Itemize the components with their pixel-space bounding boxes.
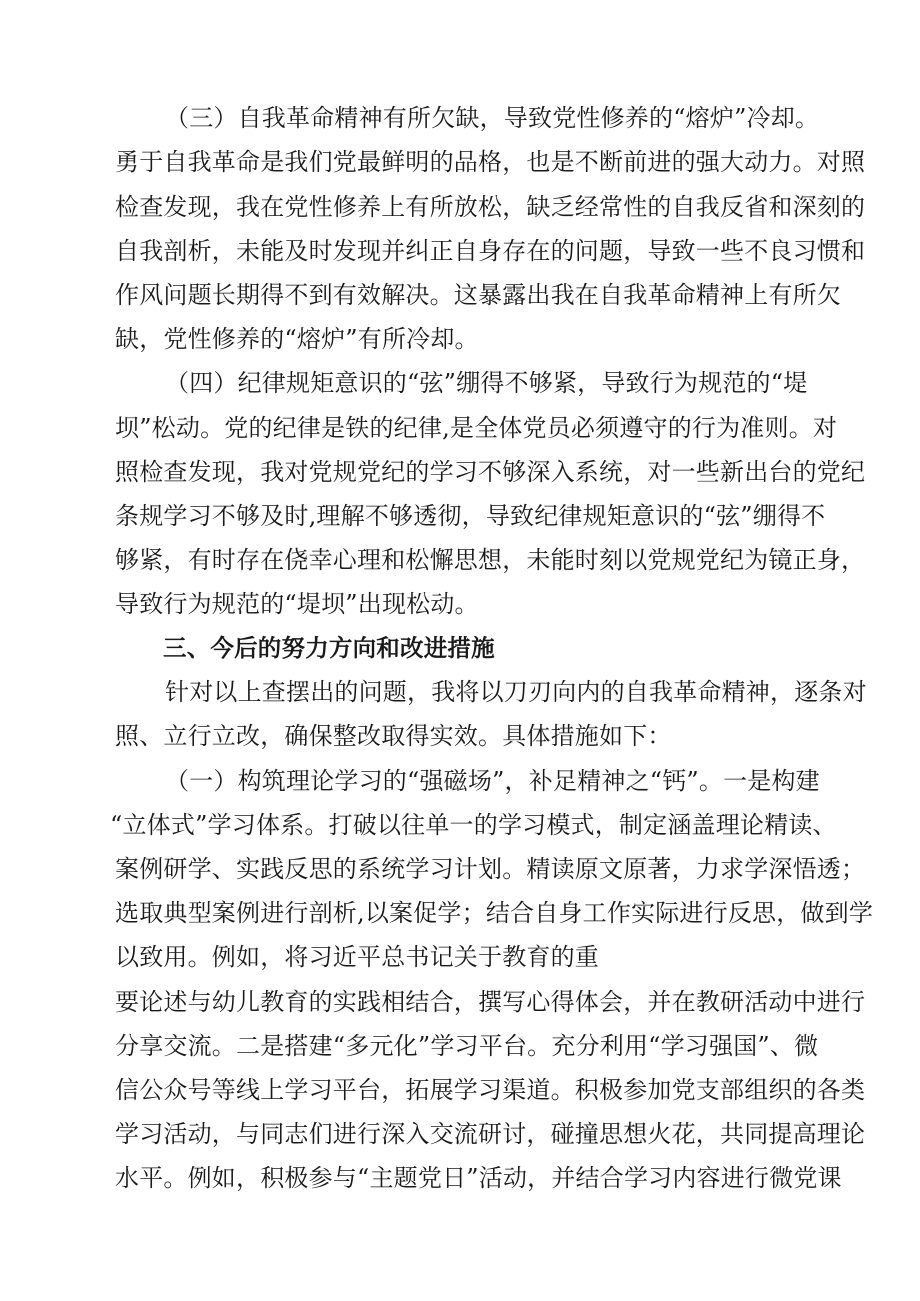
text-line: 检查发现，我在党性修养上有所放松，缺乏经常性的自我反省和深刻的: [115, 193, 866, 221]
text-line: 作风问题长期得不到有效解决。这暴露出我在自我革命精神上有所欠: [115, 281, 841, 309]
text-line: 照检查发现，我对党规党纪的学习不够深入系统，对一些新出台的党纪: [115, 458, 866, 486]
text-line: 坝”松动。党的纪律是铁的纪律,是全体党员必须遵守的行为准则。对: [115, 414, 838, 442]
text-line: 学习活动，与同志们进行深入交流研讨，碰撞思想火花，共同提高理论: [115, 1120, 866, 1148]
text-line: 案例研学、实践反思的系统学习计划。精读原文原著，力求学深悟透；: [115, 855, 866, 883]
text-line: “立体式”学习体系。打破以往单一的学习模式，制定涵盖理论精读、: [110, 811, 837, 839]
text-line: 以致用。例如，将习近平总书记关于教育的重: [115, 943, 599, 971]
text-line: 针对以上查摆出的问题，我将以刀刃向内的自我革命精神，逐条对: [165, 678, 867, 706]
text-line: 自我剖析，未能及时发现并纠正自身存在的问题，导致一些不良习惯和: [115, 237, 866, 265]
text-line: 要论述与幼儿教育的实践相结合，撰写心得体会，并在教研活动中进行: [115, 988, 866, 1016]
text-line: 条规学习不够及时,理解不够透彻，导致纪律规矩意识的“弦”绷得不: [115, 502, 826, 530]
text-line: （一）构筑理论学习的“强磁场”，补足精神之“钙”。一是构建: [165, 767, 820, 795]
text-line: 水平。例如，积极参与“主题党日”活动，并结合学习内容进行微党课: [115, 1164, 842, 1192]
text-line: 信公众号等线上学习平台，拓展学习渠道。积极参加党支部组织的各类: [115, 1076, 866, 1104]
text-line: 照、立行立改，确保整改取得实效。具体措施如下：: [115, 722, 672, 750]
text-line: 分享交流。二是搭建“多元化”学习平台。充分利用“学习强国”、微: [115, 1032, 819, 1060]
text-line: （四）纪律规矩意识的“弦”绷得不够紧，导致行为规范的“堤: [165, 369, 808, 397]
text-line: 够紧，有时存在侥幸心理和松懈思想，未能时刻以党规党纪为镜正身，: [115, 546, 866, 574]
text-line: 选取典型案例进行剖析,以案促学；结合自身工作实际进行反思，做到学: [115, 899, 874, 927]
section-heading: 三、今后的努力方向和改进措施: [163, 634, 495, 662]
text-line: 导致行为规范的“堤坝”出现松动。: [115, 590, 479, 618]
text-line: 勇于自我革命是我们党最鲜明的品格，也是不断前进的强大动力。对照: [115, 148, 866, 176]
text-line: 缺，党性修养的“熔炉”有所冷却。: [115, 325, 479, 353]
text-line: （三）自我革命精神有所欠缺，导致党性修养的“熔炉”冷却。: [165, 104, 820, 132]
